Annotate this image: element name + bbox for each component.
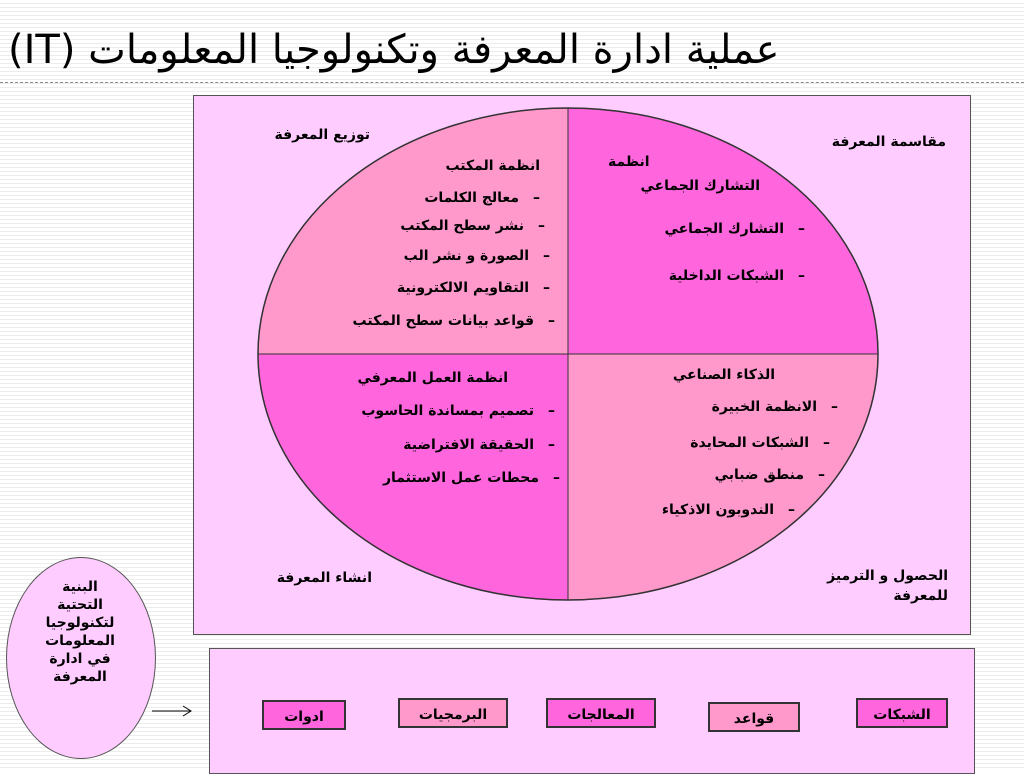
list-item: –التشارك الجماعي [664,221,805,237]
infrastructure-line: التحتية [57,597,103,613]
list-item: –الحقيقة الافتراضية [403,437,555,453]
corner-label-capture-line2: للمعرفة [893,588,948,604]
list-item: –محطات عمل الاستثمار [382,470,560,486]
collaboration-heading-line2: التشارك الجماعي [640,178,760,194]
page-title: عملية ادارة المعرفة وتكنولوجيا المعلومات (IT) [8,27,780,73]
corner-label-capture [760,566,948,606]
corner-label-distribution: توزيع المعرفة [274,127,370,143]
infrastructure-line: لتكنولوجيا [45,615,115,631]
infrastructure-line: المعرفة [53,669,107,685]
infrastructure-line: المعلومات [45,633,115,649]
corner-label-sharing: مقاسمة المعرفة [831,134,946,150]
arrow-right-icon [150,703,195,719]
list-item: –الندوبون الاذكياء [661,502,795,518]
list-item: –قواعد بيانات سطح المكتب [352,313,555,329]
list-item: –منطق ضبابي [714,467,825,483]
list-item: –تصميم بمساندة الحاسوب [361,403,555,419]
databases-box: قواعد [708,702,800,732]
list-item: –التقاويم الالكترونية [396,280,550,296]
infrastructure-line: في ادارة [49,651,111,667]
infrastructure-label [6,578,154,686]
ai-heading: الذكاء الصناعي [672,367,775,383]
office-systems-heading: انظمة المكتب [445,158,540,174]
knowledge-work-heading: انظمة العمل المعرفي [357,370,508,386]
list-item: –الشبكات الداخلية [668,268,805,284]
list-item: –معالج الكلمات [424,190,540,206]
tools-box: ادوات [262,700,346,730]
infrastructure-line: البنية [62,579,98,595]
list-item: –الصورة و نشر الب [403,248,550,264]
networks-box: الشبكات [856,698,948,728]
corner-label-creation: انشاء المعرفة [276,570,372,586]
list-item: –الانظمة الخبيرة [711,399,838,415]
list-item: –الشبكات المحايدة [690,435,830,451]
processors-box: المعالجات [546,698,656,728]
software-box: البرمجيات [398,698,508,728]
list-item: –نشر سطح المكتب [400,218,545,234]
collaboration-heading [590,150,760,198]
corner-label-capture-line1: الحصول و الترميز [827,568,948,584]
collaboration-heading-line1: انظمة [608,154,650,170]
